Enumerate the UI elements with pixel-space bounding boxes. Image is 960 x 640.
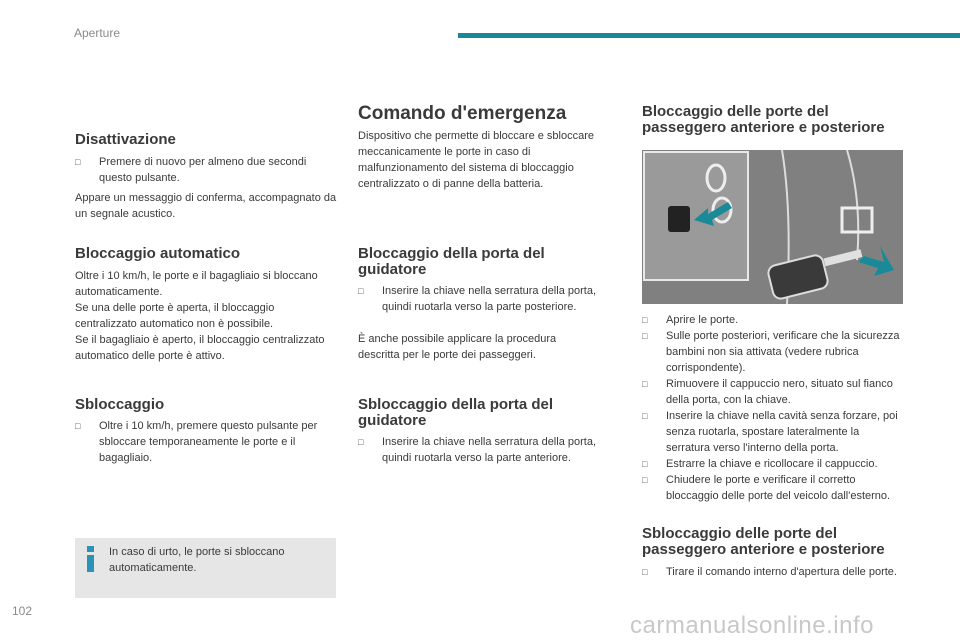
info-icon (84, 544, 98, 574)
bullet-sbloccaggio-passeggeri (642, 564, 904, 580)
heading-comando-emergenza: Comando d'emergenza (358, 103, 567, 124)
bullet-marker: □ (75, 421, 81, 431)
heading-bloccaggio-guidatore: Bloccaggio della porta del guidatore (358, 245, 545, 278)
bullet-marker: □ (642, 567, 648, 577)
text-bloccaggio-automatico: Oltre i 10 km/h, le porte e il bagagliaio si bloccano automaticamente. Se una delle porte è aperta, il bloccaggio centralizzato automatico non è possibile. Se il bagagliaio è aperto, il bloccaggio centralizzato automatico delle porte è attivo. (75, 270, 325, 362)
info-icon-dot (87, 546, 94, 552)
page-number: 102 (12, 604, 33, 618)
black-cap (668, 206, 690, 232)
heading-sbloccaggio-passeggeri: Sbloccaggio delle porte del passeggero anteriore e posteriore (642, 525, 885, 558)
bullet-text: Rimuovere il cappuccio nero, situato sul fianco della porta, con la chiave. (666, 378, 893, 406)
bullet-text: Oltre i 10 km/h, premere questo pulsante per sbloccare temporaneamente le porte e il bagagliaio. (99, 420, 318, 464)
bullet-marker: □ (75, 157, 81, 167)
bullet-text: Estrarre la chiave e ricollocare il cappuccio. (666, 458, 878, 470)
heading-sbloccaggio-guidatore: Sbloccaggio della porta del guidatore (358, 396, 554, 429)
heading-sbloccaggio: Sbloccaggio (75, 396, 165, 413)
header-section-label: Aperture (74, 26, 121, 40)
bullet-text: Tirare il comando interno d'apertura delle porte. (666, 566, 897, 578)
door-lock-photo (642, 150, 903, 304)
bullet-sbloccaggio-guidatore (358, 434, 598, 466)
watermark: carmanualsonline.info (630, 612, 874, 639)
bullet-marker: □ (642, 411, 648, 421)
bullet-marker: □ (642, 379, 648, 389)
bullet-marker: □ (642, 315, 648, 325)
bullet-text: Inserire la chiave nella serratura della porta, quindi ruotarla verso la parte anteriore. (382, 436, 597, 464)
header-accent-bar (458, 33, 960, 38)
door-lock-illustration (642, 150, 903, 304)
bullet-text: Inserire la chiave nella serratura della porta, quindi ruotarla verso la parte posteriore. (382, 285, 597, 313)
bullet-text: Premere di nuovo per almeno due secondi questo pulsante. (99, 156, 307, 184)
info-icon-stem (87, 555, 94, 572)
bullet-marker: □ (642, 475, 648, 485)
inset-frame (644, 152, 748, 280)
heading-disattivazione: Disattivazione (75, 131, 176, 148)
heading-bloccaggio-passeggeri: Bloccaggio delle porte del passeggero anteriore e posteriore (642, 103, 885, 136)
heading-bloccaggio-automatico: Bloccaggio automatico (75, 245, 241, 262)
text-comando-intro: Dispositivo che permette di bloccare e sbloccare meccanicamente le porte in caso di malfunzionamento del sistema di bloccaggio centralizzato o di panne della batteria. (358, 130, 595, 190)
bullet-passeggeri-5 (642, 456, 904, 472)
bullet-marker: □ (358, 437, 364, 447)
bullet-text: Inserire la chiave nella cavità senza forzare, poi senza ruotarla, spostare lateralmente la serratura verso l'interno della porta. (666, 410, 898, 454)
bullet-text: Aprire le porte. (666, 314, 739, 326)
bullet-marker: □ (358, 286, 364, 296)
bullet-disattivazione (75, 154, 337, 186)
bullet-passeggeri-3 (642, 376, 904, 408)
bullet-sbloccaggio (75, 418, 337, 466)
bullet-text: Sulle porte posteriori, verificare che la sicurezza bambini non sia attivata (vedere rubrica corrispondente). (666, 330, 900, 374)
info-box (75, 538, 336, 598)
bullet-text: Chiudere le porte e verificare il corretto bloccaggio delle porte del veicolo dall'esterno. (666, 474, 891, 502)
bullet-marker: □ (642, 459, 648, 469)
bullet-passeggeri-6 (642, 472, 904, 504)
bullet-bloccaggio-guidatore (358, 283, 598, 315)
bullet-passeggeri-4 (642, 408, 904, 456)
text-bloccaggio-guidatore: È anche possibile applicare la procedura descritta per le porte dei passeggeri. (358, 333, 557, 361)
bullet-passeggeri-2 (642, 328, 904, 376)
text-disattivazione: Appare un messaggio di conferma, accompagnato da un segnale acustico. (75, 192, 337, 220)
info-text: In caso di urto, le porte si sbloccano automaticamente. (109, 546, 285, 574)
bullet-passeggeri-1 (642, 312, 904, 328)
bullet-marker: □ (642, 331, 648, 341)
